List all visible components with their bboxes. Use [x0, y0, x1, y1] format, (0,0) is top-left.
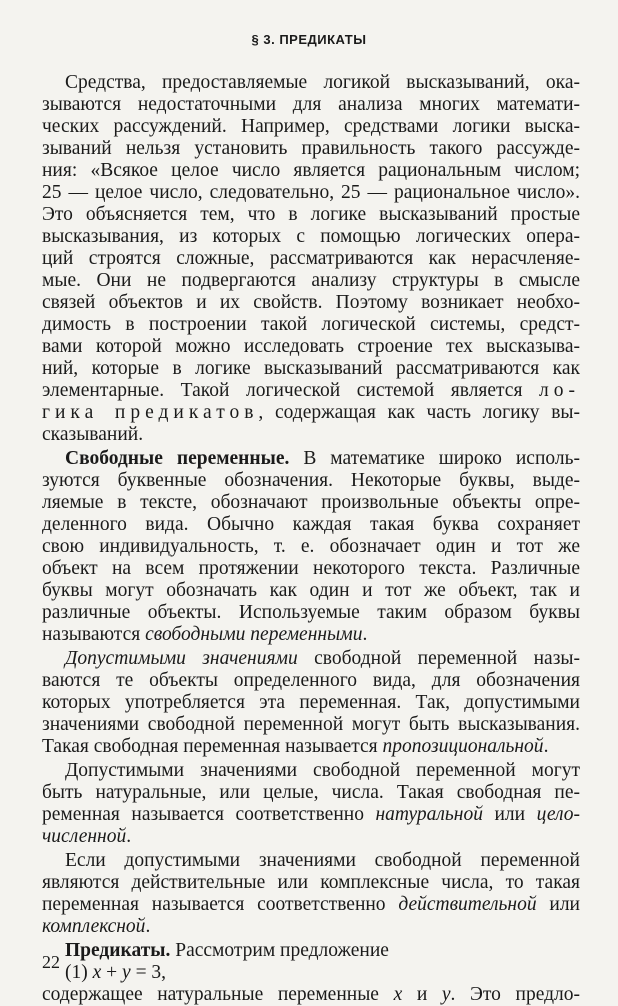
text-line	[42, 804, 580, 826]
text-line	[42, 336, 580, 358]
text-line	[42, 226, 580, 248]
text-line	[42, 580, 580, 602]
text-segment: деленного вида. Обычно каждая такая буква сохраняет	[42, 514, 580, 535]
text-line	[42, 292, 580, 314]
text-segment: являются действительные или комплексные числа, то такая	[42, 872, 580, 893]
text-line	[42, 692, 580, 714]
text-segment: различные объекты. Используемые таким образом буквы	[42, 602, 580, 623]
text-segment: Рассмотрим предложение	[170, 940, 389, 961]
text-line	[42, 826, 580, 848]
text-line	[42, 314, 580, 336]
text-line	[42, 94, 580, 116]
text-line	[42, 402, 580, 424]
text-segment: , содержащая как часть логику вы-	[258, 402, 580, 423]
page-number: 22	[42, 952, 60, 972]
text-segment: и	[402, 984, 442, 1005]
text-line	[42, 916, 580, 938]
text-segment: или	[482, 804, 537, 825]
text-segment: Допустимыми значениями свободной переменной могут	[65, 760, 580, 781]
text-segment: Средства, предоставляемые логикой высказываний, ока-	[65, 72, 580, 93]
text-segment: мые. Они не подвергаются анализу структуры в смысле	[42, 270, 580, 291]
text-segment: сказываний.	[42, 424, 144, 445]
text-segment: x	[393, 984, 403, 1005]
text-segment: объект на всем протяжении некоторого текста. Различные	[42, 558, 580, 579]
text-segment: . Это предло-	[450, 984, 580, 1005]
text-segment: Если допустимыми значениями свободной переменной	[65, 850, 580, 871]
text-segment: y	[441, 984, 451, 1005]
text-segment: цело-	[536, 804, 580, 825]
text-line	[42, 514, 580, 536]
text-segment: гика предикатов	[42, 402, 259, 423]
text-segment: зываний нельзя установить правильность такого рассужде-	[42, 138, 580, 159]
text-line	[42, 872, 580, 894]
text-segment: действительной	[398, 894, 537, 915]
text-segment: .	[362, 624, 368, 645]
text-segment: .	[145, 916, 151, 937]
text-segment: ваются те объекты определенного вида, для обозначения	[42, 670, 580, 691]
text-segment: комплексной	[42, 916, 146, 937]
text-segment: x	[92, 962, 102, 983]
text-line	[65, 760, 580, 782]
text-segment: численной	[42, 826, 127, 847]
text-segment: = 3,	[130, 962, 167, 983]
text-segment: называются	[42, 624, 146, 645]
text-line	[42, 116, 580, 138]
text-line	[65, 448, 580, 470]
text-line	[42, 492, 580, 514]
text-segment: 25 — целое число, следовательно, 25 — рациональное число».	[42, 182, 580, 203]
text-line	[42, 470, 580, 492]
text-line	[42, 536, 580, 558]
text-line	[42, 602, 580, 624]
text-line	[42, 182, 580, 204]
text-line	[42, 714, 580, 736]
text-line	[42, 624, 580, 646]
text-line	[42, 358, 580, 380]
text-segment: зываются недостаточными для анализа многих математи-	[42, 94, 580, 115]
text-segment: натуральной	[375, 804, 483, 825]
text-segment: Допустимыми значениями	[65, 648, 298, 669]
text-segment: содержащее натуральные переменные	[42, 984, 394, 1005]
text-segment: ния: «Всякое целое число является рациональным числом;	[42, 160, 580, 181]
text-line	[42, 138, 580, 160]
text-line	[42, 894, 580, 916]
text-line	[42, 248, 580, 270]
text-segment: ний, которые в логике высказываний рассматриваются как	[42, 358, 580, 379]
text-segment: пропозициональной	[382, 736, 544, 757]
text-segment: которых употребляется эта переменная. Так, допустимыми	[42, 692, 580, 713]
text-segment: .	[126, 826, 132, 847]
text-segment: Такая свободная переменная называется	[42, 736, 383, 757]
text-segment: +	[101, 962, 123, 983]
text-segment: y	[122, 962, 131, 983]
text-segment: свою индивидуальность, т. е. обозначает один и тот же	[42, 536, 580, 557]
text-segment: элементарные. Такой логической системой является	[42, 380, 540, 401]
text-line	[42, 670, 580, 692]
text-segment: В математике широко исполь-	[289, 448, 580, 469]
text-line	[42, 558, 580, 580]
text-segment: Предикаты.	[65, 940, 171, 961]
text-segment: переменная называется соответственно	[42, 894, 399, 915]
text-segment: свободной переменной назы-	[297, 648, 580, 669]
text-segment: Свободные переменные.	[65, 448, 290, 469]
text-segment: вами которой можно исследовать строение тех высказыва-	[42, 336, 580, 357]
text-segment: высказывания, из которых с помощью логических опера-	[42, 226, 580, 247]
text-line	[65, 648, 580, 670]
text-segment: буквы могут обозначать как один и тот же объект, так и	[42, 580, 580, 601]
text-segment: Это объясняется тем, что в логике высказываний простые	[42, 204, 580, 225]
text-segment: димость в построении такой логической системы, средст-	[42, 314, 580, 335]
text-segment: быть натуральные, или целые, числа. Такая свободная пе-	[42, 782, 580, 803]
text-line	[42, 380, 580, 402]
text-segment: зуются буквенные обозначения. Некоторые буквы, выде-	[42, 470, 580, 491]
text-line	[65, 962, 580, 984]
text-line	[42, 204, 580, 226]
text-line	[65, 850, 580, 872]
text-line	[42, 424, 580, 446]
text-segment: ляемые в тексте, обозначают произвольные объекты опре-	[42, 492, 580, 513]
text-line	[42, 782, 580, 804]
text-segment: или	[536, 894, 580, 915]
text-segment: .	[543, 736, 549, 757]
text-segment: ло-	[539, 380, 580, 401]
text-segment: свободными переменными	[145, 624, 363, 645]
text-segment: ческих рассуждений. Например, средствами логики выска-	[42, 116, 580, 137]
text-line	[42, 160, 580, 182]
text-segment: (1)	[65, 962, 93, 983]
section-heading: § 3. ПРЕДИКАТЫ	[251, 32, 367, 47]
text-segment: связей объектов и их свойств. Поэтому возникает необхо-	[42, 292, 580, 313]
text-line	[65, 940, 580, 962]
text-segment: ременная называется соответственно	[42, 804, 376, 825]
text-line	[65, 72, 580, 94]
text-line	[42, 736, 580, 758]
text-segment: значениями свободной переменной могут быть высказывания.	[42, 714, 580, 735]
text-line	[42, 270, 580, 292]
text-line	[42, 984, 580, 1006]
text-segment: ций строятся сложные, рассматриваются как нерасчленяе-	[42, 248, 580, 269]
